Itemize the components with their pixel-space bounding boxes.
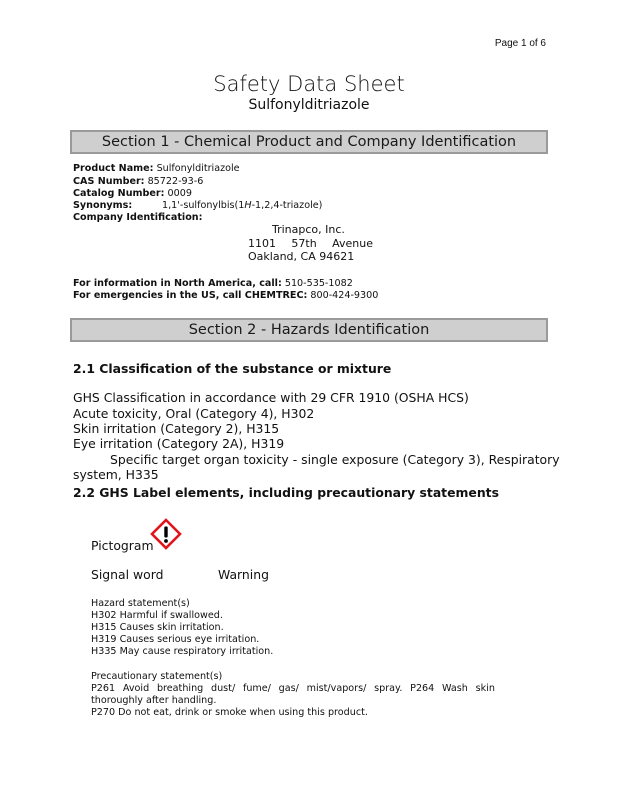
company-identification-label: Company Identification: [73,212,203,223]
stot-classification-line1: Specific target organ toxicity - single exposure (Category 3), Respiratory [110,452,560,467]
document-title: Safety Data Sheet [213,72,405,96]
product-name-row [73,163,240,174]
pictogram-label: Pictogram [91,538,154,553]
section-1-heading: Section 1 - Chemical Product and Company Identification [70,130,548,154]
stot-classification-line2: system, H335 [73,467,159,482]
hazard-statement: H315 Causes skin irritation. [91,622,224,633]
subsection-2-2-heading: 2.2 GHS Label elements, including precautionary statements [73,485,499,500]
precautionary-statement-p270: P270 Do not eat, drink or smoke when using this product. [91,707,368,718]
hazard-statement: H335 May cause respiratory irritation. [91,646,274,657]
hazard-statement: H319 Causes serious eye irritation. [91,634,260,645]
product-name-label: Product Name: [73,163,154,174]
product-name-value: Sulfonylditriazole [156,163,240,174]
exclamation-mark-pictogram-icon [150,518,182,550]
company-name: Trinapco, Inc. [272,223,345,236]
cas-number-label: CAS Number: [73,176,145,187]
catalog-number-row [73,188,192,199]
precautionary-statements-heading: Precautionary statement(s) [91,671,223,682]
ghs-classification-line: GHS Classification in accordance with 29 CFR 1910 (OSHA HCS) [73,390,469,405]
cas-number-value: 85722-93-6 [147,176,204,187]
synonyms-label: Synonyms: [73,200,133,211]
synonyms-value: 1,1'-sulfonylbis(1H-1,2,4-triazole) [162,200,323,211]
emergency-contact: For emergencies in the US, call CHEMTREC: 800-424-9300 [73,290,379,301]
info-north-america: For information in North America, call: 510-535-1082 [73,278,353,289]
page-number: Page 1 of 6 [494,38,546,49]
hazard-statement: H302 Harmful if swallowed. [91,610,223,621]
subsection-2-1-heading: 2.1 Classification of the substance or mixture [73,361,392,376]
hazard-statements-heading: Hazard statement(s) [91,598,190,609]
classification-item: Acute toxicity, Oral (Category 4), H302 [73,406,315,421]
catalog-number-value: 0009 [167,188,192,199]
document-subtitle: Sulfonylditriazole [248,97,370,113]
classification-item: Skin irritation (Category 2), H315 [73,421,280,436]
catalog-number-label: Catalog Number: [73,188,165,199]
company-street: 1101 57th Avenue [248,237,373,250]
precautionary-statement-p261: P261 Avoid breathing dust/ fume/ gas/ mist/vapors/ spray. P264 Wash skin [91,683,495,694]
cas-number-row [73,176,203,187]
signal-word-value: Warning [218,567,269,582]
company-city: Oakland, CA 94621 [248,250,355,263]
section-2-heading: Section 2 - Hazards Identification [70,318,548,342]
signal-word-label: Signal word [91,567,164,582]
precautionary-statement-p261-cont: thoroughly after handling. [91,695,217,706]
classification-item: Eye irritation (Category 2A), H319 [73,436,285,451]
